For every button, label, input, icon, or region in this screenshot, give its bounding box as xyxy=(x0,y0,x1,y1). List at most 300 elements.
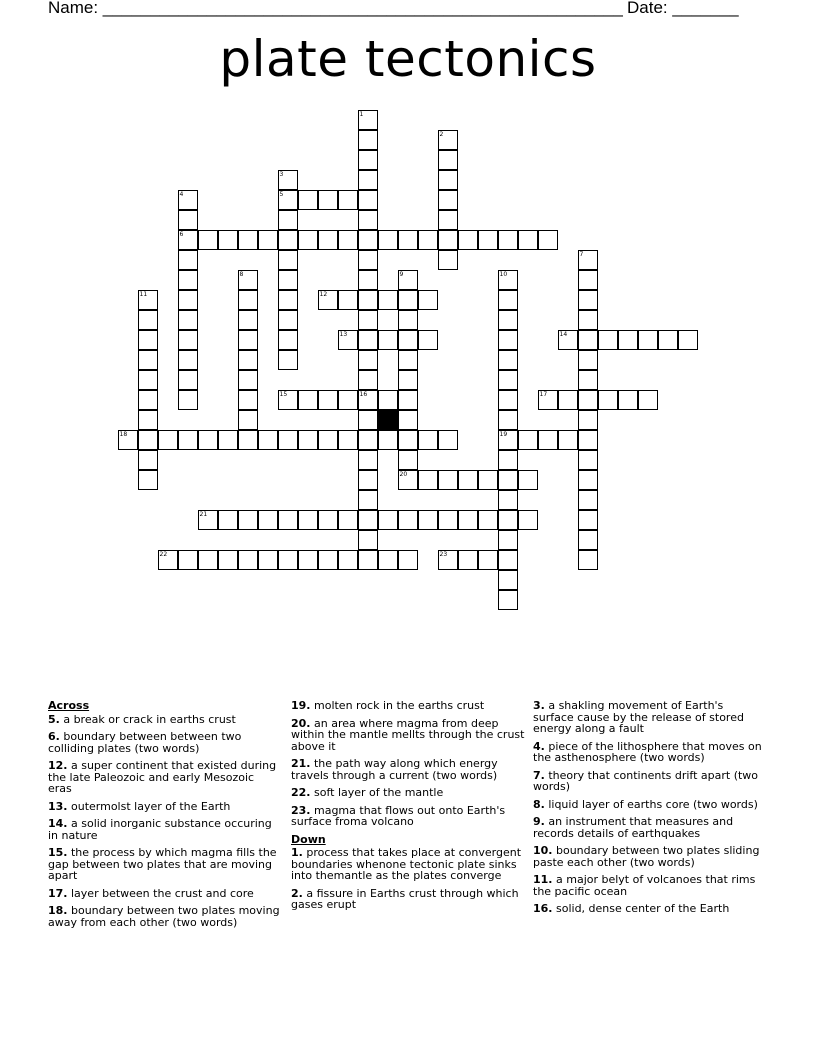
grid-cell[interactable] xyxy=(258,510,278,530)
grid-cell[interactable] xyxy=(438,190,458,210)
clue-text: a fissure in Earths crust through which gases erupt xyxy=(291,886,519,911)
clue-number: 10 xyxy=(499,270,508,278)
grid-cell[interactable] xyxy=(138,390,158,410)
clue-number-label: 7. xyxy=(533,768,545,782)
grid-cell[interactable] xyxy=(498,590,518,610)
clue-text: boundary between two plates sliding paste each other (two words) xyxy=(533,844,760,869)
grid-cell[interactable] xyxy=(578,490,598,510)
grid-cell[interactable] xyxy=(398,270,418,290)
grid-cell[interactable] xyxy=(598,390,618,410)
grid-cell[interactable] xyxy=(378,430,398,450)
grid-cell[interactable] xyxy=(618,390,638,410)
clue-text: layer between the crust and core xyxy=(67,886,254,900)
grid-cell[interactable] xyxy=(478,470,498,490)
grid-cell[interactable] xyxy=(178,190,198,210)
grid-cell[interactable] xyxy=(498,550,518,570)
grid-cell[interactable] xyxy=(278,550,298,570)
grid-cell[interactable] xyxy=(278,430,298,450)
grid-cell[interactable] xyxy=(438,130,458,150)
grid-cell[interactable] xyxy=(278,290,298,310)
grid-cell[interactable] xyxy=(398,370,418,390)
clue-text: magma that flows out onto Earth's surface froma volcano xyxy=(291,803,506,828)
grid-cell[interactable] xyxy=(318,230,338,250)
grid-cell[interactable] xyxy=(298,510,318,530)
grid-cell[interactable] xyxy=(358,310,378,330)
grid-cell[interactable] xyxy=(338,550,358,570)
grid-cell[interactable] xyxy=(278,310,298,330)
grid-cell[interactable] xyxy=(158,430,178,450)
grid-cell[interactable] xyxy=(578,470,598,490)
clue-number: 5 xyxy=(279,190,284,198)
grid-cell[interactable] xyxy=(358,210,378,230)
grid-cell[interactable] xyxy=(438,470,458,490)
clue-number-label: 20. xyxy=(291,716,311,730)
clue-item xyxy=(48,801,280,813)
grid-cell[interactable] xyxy=(318,430,338,450)
grid-cell[interactable] xyxy=(358,510,378,530)
grid-cell[interactable] xyxy=(278,330,298,350)
clue-number-label: 12. xyxy=(48,759,68,772)
grid-cell[interactable] xyxy=(498,370,518,390)
grid-cell[interactable] xyxy=(398,290,418,310)
grid-cell[interactable] xyxy=(498,510,518,530)
grid-cell[interactable] xyxy=(458,550,478,570)
grid-cell[interactable] xyxy=(498,470,518,490)
clue-number-label: 10. xyxy=(533,844,553,857)
grid-cell[interactable] xyxy=(458,470,478,490)
clue-number-label: 16. xyxy=(533,902,553,915)
grid-cell[interactable] xyxy=(138,450,158,470)
grid-cell[interactable] xyxy=(338,510,358,530)
grid-cell[interactable] xyxy=(358,370,378,390)
grid-cell[interactable] xyxy=(458,230,478,250)
grid-cell[interactable] xyxy=(178,250,198,270)
grid-cell[interactable] xyxy=(358,430,378,450)
grid-cell[interactable] xyxy=(398,510,418,530)
grid-cell[interactable] xyxy=(398,390,418,410)
clue-text: an instrument that measures and records details of earthquakes xyxy=(533,815,734,840)
grid-cell[interactable] xyxy=(218,510,238,530)
clue-text: outermolst layer of the Earth xyxy=(67,799,231,813)
clue-item xyxy=(291,758,526,781)
grid-cell[interactable] xyxy=(298,550,318,570)
clue-text: a shakling movement of Earth's surface cause by the release of stored energy along a fault xyxy=(533,699,744,735)
grid-cell[interactable] xyxy=(498,450,518,470)
clue-number: 20 xyxy=(399,470,408,478)
grid-cell[interactable] xyxy=(498,230,518,250)
grid-cell[interactable] xyxy=(178,370,198,390)
grid-cell[interactable] xyxy=(438,230,458,250)
grid-cell[interactable] xyxy=(318,190,338,210)
grid-cell[interactable] xyxy=(358,270,378,290)
grid-cell[interactable] xyxy=(278,510,298,530)
grid-cell[interactable] xyxy=(358,470,378,490)
grid-cell[interactable] xyxy=(218,430,238,450)
grid-cell[interactable] xyxy=(578,510,598,530)
grid-cell[interactable] xyxy=(358,230,378,250)
grid-cell[interactable] xyxy=(438,170,458,190)
grid-cell[interactable] xyxy=(378,290,398,310)
clue-number-label: 22. xyxy=(291,786,311,799)
grid-cell[interactable] xyxy=(378,230,398,250)
clue-section-heading: Across xyxy=(48,699,90,712)
grid-cell[interactable] xyxy=(398,450,418,470)
grid-cell[interactable] xyxy=(178,230,198,250)
clue-item xyxy=(533,700,763,735)
grid-cell[interactable] xyxy=(358,410,378,430)
clue-text: process that takes place at convergent boundaries whenone tectonic plate sinks into themantle as the plates converge xyxy=(291,846,522,882)
clue-number: 12 xyxy=(319,290,328,298)
grid-cell[interactable] xyxy=(418,430,438,450)
grid-cell[interactable] xyxy=(258,430,278,450)
grid-cell[interactable] xyxy=(278,350,298,370)
grid-cell[interactable] xyxy=(498,430,518,450)
grid-cell[interactable] xyxy=(358,530,378,550)
clue-item xyxy=(48,847,280,882)
grid-cell[interactable] xyxy=(178,430,198,450)
grid-cell[interactable] xyxy=(118,430,138,450)
grid-cell[interactable] xyxy=(418,510,438,530)
grid-cell[interactable] xyxy=(178,350,198,370)
grid-cell[interactable] xyxy=(498,330,518,350)
grid-cell[interactable] xyxy=(398,310,418,330)
grid-cell[interactable] xyxy=(578,250,598,270)
grid-cell[interactable] xyxy=(658,330,678,350)
grid-cell[interactable] xyxy=(578,290,598,310)
clue-number-label: 17. xyxy=(48,886,68,900)
grid-cell[interactable] xyxy=(498,390,518,410)
grid-cell[interactable] xyxy=(358,450,378,470)
grid-cell[interactable] xyxy=(398,550,418,570)
clue-number: 8 xyxy=(239,270,244,278)
grid-cell[interactable] xyxy=(198,430,218,450)
grid-cell[interactable] xyxy=(218,230,238,250)
grid-cell[interactable] xyxy=(578,550,598,570)
clue-text: the path way along which energy travels through a current (two words) xyxy=(291,757,498,782)
grid-cell[interactable] xyxy=(238,550,258,570)
grid-cell[interactable] xyxy=(178,330,198,350)
clue-number: 19 xyxy=(499,430,508,438)
grid-cell[interactable] xyxy=(138,430,158,450)
grid-cell[interactable] xyxy=(418,290,438,310)
grid-cell[interactable] xyxy=(498,410,518,430)
clue-column-3 xyxy=(533,700,763,921)
clue-number-label: 11. xyxy=(533,873,553,886)
grid-cell[interactable] xyxy=(578,410,598,430)
grid-cell[interactable] xyxy=(378,550,398,570)
grid-cell[interactable] xyxy=(518,510,538,530)
clue-number: 21 xyxy=(199,510,208,518)
clue-number-label: 5. xyxy=(48,712,60,726)
grid-cell[interactable] xyxy=(398,230,418,250)
grid-cell[interactable] xyxy=(318,290,338,310)
grid-cell[interactable] xyxy=(238,310,258,330)
grid-cell[interactable] xyxy=(218,550,238,570)
clue-number: 4 xyxy=(179,190,184,198)
clue-number-label: 14. xyxy=(48,817,68,830)
clue-number-label: 9. xyxy=(533,815,545,828)
clue-number: 15 xyxy=(279,390,288,398)
grid-cell[interactable] xyxy=(258,550,278,570)
grid-cell[interactable] xyxy=(238,390,258,410)
grid-cell[interactable] xyxy=(358,190,378,210)
grid-cell[interactable] xyxy=(138,470,158,490)
clue-item xyxy=(533,874,763,897)
grid-cell[interactable] xyxy=(338,430,358,450)
grid-cell[interactable] xyxy=(298,430,318,450)
clue-number-label: 23. xyxy=(291,803,311,817)
clue-text: a major belyt of volcanoes that rims the pacific ocean xyxy=(533,873,756,898)
grid-cell[interactable] xyxy=(278,190,298,210)
grid-cell[interactable] xyxy=(338,390,358,410)
clue-number-label: 1. xyxy=(291,846,303,859)
grid-cell[interactable] xyxy=(158,550,178,570)
clue-column-1 xyxy=(48,700,280,934)
grid-cell[interactable] xyxy=(578,450,598,470)
grid-cell[interactable] xyxy=(178,270,198,290)
grid-cell[interactable] xyxy=(498,570,518,590)
grid-cell[interactable] xyxy=(398,350,418,370)
clue-number: 2 xyxy=(439,130,444,138)
date-field[interactable]: Date: _______ xyxy=(627,0,739,17)
clue-section-heading: Down xyxy=(291,832,326,846)
grid-cell[interactable] xyxy=(518,470,538,490)
grid-cell[interactable] xyxy=(278,250,298,270)
grid-cell[interactable] xyxy=(438,150,458,170)
grid-cell[interactable] xyxy=(378,390,398,410)
clue-text: liquid layer of earths core (two words) xyxy=(544,797,758,811)
clue-text: solid, dense center of the Earth xyxy=(552,902,730,915)
grid-cell[interactable] xyxy=(318,390,338,410)
grid-cell[interactable] xyxy=(418,470,438,490)
grid-cell[interactable] xyxy=(198,230,218,250)
grid-cell[interactable] xyxy=(498,270,518,290)
clue-number: 16 xyxy=(359,390,368,398)
grid-cell[interactable] xyxy=(438,550,458,570)
grid-cell[interactable] xyxy=(238,370,258,390)
clue-item xyxy=(48,888,280,900)
grid-cell[interactable] xyxy=(358,330,378,350)
grid-cell[interactable] xyxy=(438,250,458,270)
clue-text: an area where magma from deep within the mantle mellts through the crust above it xyxy=(291,716,525,753)
clue-number: 11 xyxy=(139,290,148,298)
grid-cell[interactable] xyxy=(578,350,598,370)
grid-cell[interactable] xyxy=(358,350,378,370)
grid-cell[interactable] xyxy=(338,330,358,350)
grid-cell[interactable] xyxy=(558,430,578,450)
grid-cell[interactable] xyxy=(578,530,598,550)
grid-cell[interactable] xyxy=(438,430,458,450)
clue-number: 6 xyxy=(179,230,184,238)
clue-number-label: 4. xyxy=(533,739,545,753)
clue-item xyxy=(48,714,280,726)
grid-cell[interactable] xyxy=(178,210,198,230)
grid-cell[interactable] xyxy=(358,290,378,310)
grid-cell[interactable] xyxy=(538,430,558,450)
clue-text: boundary between between two colliding plates (two words) xyxy=(48,730,242,755)
clue-text: soft layer of the mantle xyxy=(310,786,444,799)
clue-number: 13 xyxy=(339,330,348,338)
grid-cell[interactable] xyxy=(378,330,398,350)
grid-cell[interactable] xyxy=(498,290,518,310)
clue-number: 3 xyxy=(279,170,284,178)
clue-number: 23 xyxy=(439,550,448,558)
grid-cell[interactable] xyxy=(538,230,558,250)
grid-cell[interactable] xyxy=(358,130,378,150)
clue-item xyxy=(48,731,280,754)
clue-number: 22 xyxy=(159,550,168,558)
clue-number-label: 21. xyxy=(291,757,311,770)
grid-cell[interactable] xyxy=(138,330,158,350)
grid-cell[interactable] xyxy=(358,150,378,170)
grid-cell[interactable] xyxy=(178,390,198,410)
grid-cell[interactable] xyxy=(278,390,298,410)
clue-item xyxy=(533,903,763,915)
grid-cell[interactable] xyxy=(358,490,378,510)
grid-cell[interactable] xyxy=(338,290,358,310)
clue-number: 18 xyxy=(119,430,128,438)
grid-cell[interactable] xyxy=(298,190,318,210)
grid-cell[interactable] xyxy=(578,330,598,350)
grid-cell[interactable] xyxy=(478,510,498,530)
clue-number-label: 6. xyxy=(48,730,60,743)
clue-number: 17 xyxy=(539,390,548,398)
grid-cell[interactable] xyxy=(578,270,598,290)
grid-cell[interactable] xyxy=(178,290,198,310)
clue-number: 14 xyxy=(559,330,568,338)
grid-cell[interactable] xyxy=(238,290,258,310)
clue-number-label: 13. xyxy=(48,799,68,813)
grid-cell[interactable] xyxy=(498,490,518,510)
grid-cell[interactable] xyxy=(238,270,258,290)
grid-cell[interactable] xyxy=(138,350,158,370)
clue-item xyxy=(533,741,763,764)
grid-cell[interactable] xyxy=(238,350,258,370)
clue-number-label: 8. xyxy=(533,797,545,811)
grid-cell[interactable] xyxy=(458,510,478,530)
grid-cell[interactable] xyxy=(198,510,218,530)
grid-cell[interactable] xyxy=(418,230,438,250)
grid-cell[interactable] xyxy=(278,270,298,290)
grid-cell[interactable] xyxy=(138,410,158,430)
grid-cell[interactable] xyxy=(578,370,598,390)
grid-cell[interactable] xyxy=(418,330,438,350)
grid-cell[interactable] xyxy=(338,230,358,250)
grid-cell[interactable] xyxy=(298,390,318,410)
grid-cell[interactable] xyxy=(238,410,258,430)
grid-cell[interactable] xyxy=(398,330,418,350)
clue-text: piece of the lithosphere that moves on the asthenosphere (two words) xyxy=(533,739,762,764)
grid-cell[interactable] xyxy=(558,330,578,350)
clue-number-label: 15. xyxy=(48,846,68,859)
grid-cell[interactable] xyxy=(278,210,298,230)
grid-cell[interactable] xyxy=(238,230,258,250)
grid-cell[interactable] xyxy=(538,390,558,410)
clue-text: a break or crack in earths crust xyxy=(59,712,236,726)
name-field[interactable]: Name: _______________________________________________________ xyxy=(48,0,623,17)
grid-cell[interactable] xyxy=(578,310,598,330)
page-title: plate tectonics xyxy=(219,30,597,88)
clue-item xyxy=(533,845,763,868)
grid-cell[interactable] xyxy=(238,330,258,350)
clue-number: 9 xyxy=(399,270,404,278)
clue-text: a solid inorganic substance occuring in nature xyxy=(48,817,272,842)
grid-cell[interactable] xyxy=(438,210,458,230)
clue-item xyxy=(533,799,763,811)
grid-cell[interactable] xyxy=(498,350,518,370)
clue-number-label: 18. xyxy=(48,904,68,917)
grid-cell[interactable] xyxy=(318,510,338,530)
grid-cell[interactable] xyxy=(558,390,578,410)
grid-cell[interactable] xyxy=(518,230,538,250)
grid-cell[interactable] xyxy=(618,330,638,350)
grid-cell[interactable] xyxy=(298,230,318,250)
grid-cell[interactable] xyxy=(178,310,198,330)
grid-cell[interactable] xyxy=(378,510,398,530)
grid-cell[interactable] xyxy=(578,430,598,450)
grid-cell[interactable] xyxy=(278,170,298,190)
grid-cell[interactable] xyxy=(638,390,658,410)
grid-cell[interactable] xyxy=(178,550,198,570)
clue-text: a super continent that existed during the late Paleozoic and early Mesozoic eras xyxy=(48,759,277,795)
grid-cell[interactable] xyxy=(478,550,498,570)
clue-item xyxy=(291,847,526,882)
clue-item xyxy=(291,787,526,799)
clue-item xyxy=(48,905,280,928)
clue-item xyxy=(291,718,526,753)
grid-cell[interactable] xyxy=(238,430,258,450)
grid-cell[interactable] xyxy=(338,190,358,210)
grid-cell[interactable] xyxy=(578,390,598,410)
clue-item xyxy=(291,888,526,911)
grid-cell[interactable] xyxy=(598,330,618,350)
grid-cell[interactable] xyxy=(398,430,418,450)
grid-cell[interactable] xyxy=(438,510,458,530)
clue-number-label: 2. xyxy=(291,886,303,900)
grid-cell[interactable] xyxy=(358,550,378,570)
black-square xyxy=(378,410,398,430)
clue-column-2 xyxy=(291,700,526,917)
grid-cell[interactable] xyxy=(318,550,338,570)
grid-cell[interactable] xyxy=(278,230,298,250)
clue-text: boundary between two plates moving away from each other (two words) xyxy=(48,904,280,929)
grid-cell[interactable] xyxy=(138,310,158,330)
grid-cell[interactable] xyxy=(498,530,518,550)
grid-cell[interactable] xyxy=(478,230,498,250)
grid-cell[interactable] xyxy=(678,330,698,350)
grid-cell[interactable] xyxy=(358,390,378,410)
clue-number-label: 3. xyxy=(533,699,545,712)
grid-cell[interactable] xyxy=(198,550,218,570)
grid-cell[interactable] xyxy=(398,470,418,490)
clue-item xyxy=(48,760,280,795)
grid-cell[interactable] xyxy=(518,430,538,450)
grid-cell[interactable] xyxy=(258,230,278,250)
grid-cell[interactable] xyxy=(358,170,378,190)
grid-cell[interactable] xyxy=(138,290,158,310)
grid-cell[interactable] xyxy=(498,310,518,330)
grid-cell[interactable] xyxy=(358,250,378,270)
clue-item xyxy=(291,700,526,712)
clue-number: 7 xyxy=(579,250,584,258)
grid-cell[interactable] xyxy=(358,110,378,130)
clue-text: molten rock in the earths crust xyxy=(310,699,485,712)
grid-cell[interactable] xyxy=(638,330,658,350)
grid-cell[interactable] xyxy=(138,370,158,390)
grid-cell[interactable] xyxy=(238,510,258,530)
clue-text: theory that continents drift apart (two words) xyxy=(533,768,759,793)
grid-cell[interactable] xyxy=(398,410,418,430)
